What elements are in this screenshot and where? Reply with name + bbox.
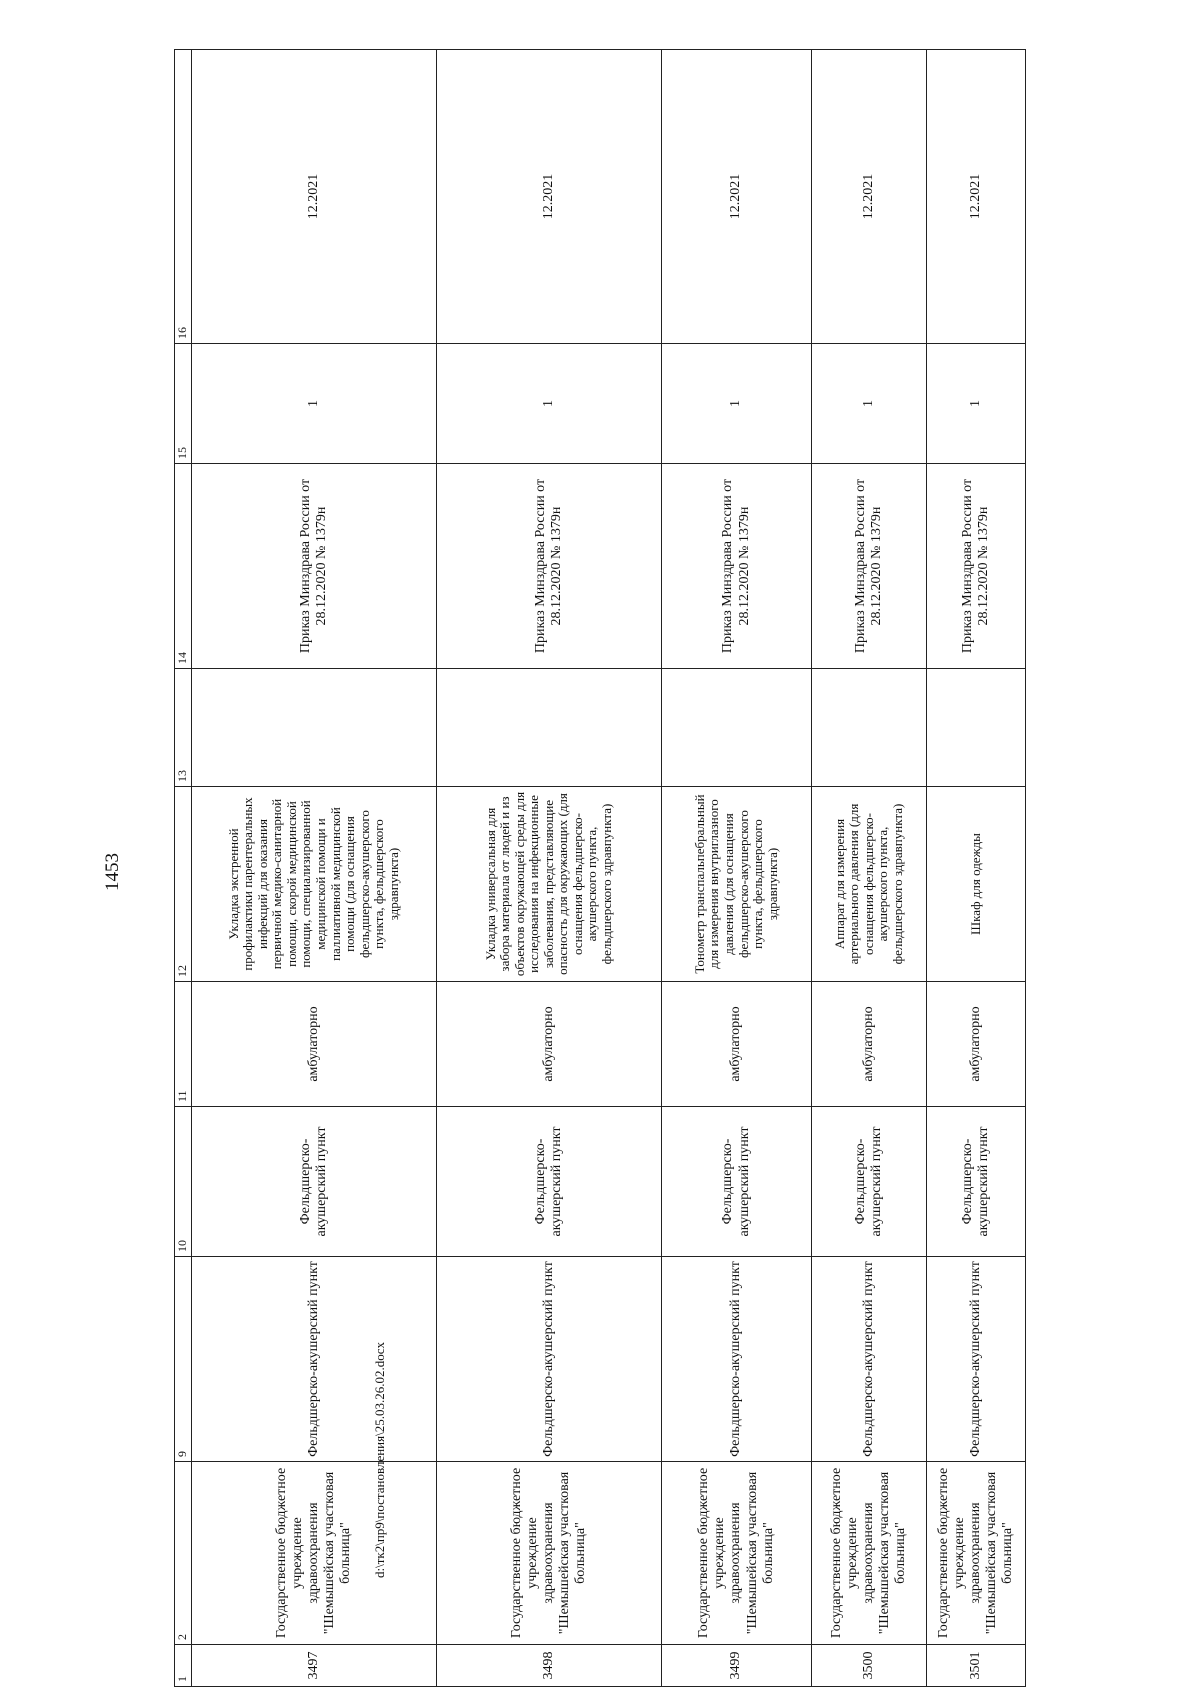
subunit-cell: Фельдшерско-акушерский пункт bbox=[437, 1107, 662, 1257]
page-number: 1453 bbox=[102, 853, 123, 891]
row-number: 3498 bbox=[437, 1645, 662, 1687]
equipment-cell: Тонометр транспальпебральный для измерения внутриглазного давления (для оснащения фельдшерско-акушерского пункта, фельдшерского здравпункта) bbox=[662, 787, 812, 982]
care-form-cell: амбулаторно bbox=[927, 982, 1026, 1107]
header-cell-2: 2 bbox=[175, 1462, 192, 1645]
order-cell: Приказ Минздрава России от 28.12.2020 № 1379н bbox=[927, 464, 1026, 669]
subunit-cell: Фельдшерско-акушерский пункт bbox=[662, 1107, 812, 1257]
quantity-cell: 1 bbox=[812, 344, 927, 464]
table-row bbox=[812, 50, 927, 1687]
equipment-cell: Укладка универсальная для забора материала от людей и из объектов окружающей среды для исследования на инфекционные заболевания, представляющие опасность для окружающих (для оснащения фельдшерско-акушерского пункта, фельдшерского здравпункта) bbox=[437, 787, 662, 982]
col13-cell bbox=[812, 669, 927, 787]
care-form-cell: амбулаторно bbox=[662, 982, 812, 1107]
order-cell: Приказ Минздрава России от 28.12.2020 № 1379н bbox=[192, 464, 437, 669]
row-number: 3497 bbox=[192, 1645, 437, 1687]
row-number: 3499 bbox=[662, 1645, 812, 1687]
quantity-cell: 1 bbox=[437, 344, 662, 464]
header-cell-16: 16 bbox=[175, 50, 192, 344]
equipment-table bbox=[174, 49, 1026, 1687]
date-cell: 12.2021 bbox=[192, 50, 437, 344]
unit-cell: Фельдшерско-акушерский пункт bbox=[192, 1257, 437, 1462]
unit-cell: Фельдшерско-акушерский пункт bbox=[927, 1257, 1026, 1462]
header-cell-1: 1 bbox=[175, 1645, 192, 1687]
table-row bbox=[927, 50, 1026, 1687]
col13-cell bbox=[192, 669, 437, 787]
header-cell-10: 10 bbox=[175, 1107, 192, 1257]
equipment-table-rotated bbox=[174, 50, 1024, 1687]
order-cell: Приказ Минздрава России от 28.12.2020 № 1379н bbox=[812, 464, 927, 669]
equipment-cell: Шкаф для одежды bbox=[927, 787, 1026, 982]
institution-cell: Государственное бюджетное учреждение здравоохранения "Шемышейская участковая больница" bbox=[437, 1462, 662, 1645]
col13-cell bbox=[927, 669, 1026, 787]
subunit-cell: Фельдшерско-акушерский пункт bbox=[812, 1107, 927, 1257]
header-cell-13: 13 bbox=[175, 669, 192, 787]
equipment-cell: Аппарат для измерения артериального давления (для оснащения фельдшерско-акушерского пункта, фельдшерского здравпункта) bbox=[812, 787, 927, 982]
order-cell: Приказ Минздрава России от 28.12.2020 № 1379н bbox=[662, 464, 812, 669]
col13-cell bbox=[437, 669, 662, 787]
subunit-cell: Фельдшерско-акушерский пункт bbox=[192, 1107, 437, 1257]
header-cell-9: 9 bbox=[175, 1257, 192, 1462]
unit-cell: Фельдшерско-акушерский пункт bbox=[812, 1257, 927, 1462]
date-cell: 12.2021 bbox=[812, 50, 927, 344]
unit-cell: Фельдшерско-акушерский пункт bbox=[662, 1257, 812, 1462]
header-row bbox=[175, 50, 192, 1687]
header-cell-12: 12 bbox=[175, 787, 192, 982]
row-number: 3500 bbox=[812, 1645, 927, 1687]
institution-cell: Государственное бюджетное учреждение здравоохранения "Шемышейская участковая больница" bbox=[192, 1462, 437, 1645]
unit-cell: Фельдшерско-акушерский пункт bbox=[437, 1257, 662, 1462]
institution-cell: Государственное бюджетное учреждение здравоохранения "Шемышейская участковая больница" bbox=[927, 1462, 1026, 1645]
quantity-cell: 1 bbox=[927, 344, 1026, 464]
quantity-cell: 1 bbox=[192, 344, 437, 464]
header-cell-11: 11 bbox=[175, 982, 192, 1107]
table-row bbox=[437, 50, 662, 1687]
file-path-footer: d:\тк2\пр9\постановления\25.03.26.02.docx bbox=[372, 1341, 387, 1579]
order-cell: Приказ Минздрава России от 28.12.2020 № 1379н bbox=[437, 464, 662, 669]
quantity-cell: 1 bbox=[662, 344, 812, 464]
care-form-cell: амбулаторно bbox=[437, 982, 662, 1107]
header-cell-14: 14 bbox=[175, 464, 192, 669]
date-cell: 12.2021 bbox=[437, 50, 662, 344]
table-row bbox=[192, 50, 437, 1687]
date-cell: 12.2021 bbox=[662, 50, 812, 344]
date-cell: 12.2021 bbox=[927, 50, 1026, 344]
care-form-cell: амбулаторно bbox=[192, 982, 437, 1107]
institution-cell: Государственное бюджетное учреждение здравоохранения "Шемышейская участковая больница" bbox=[812, 1462, 927, 1645]
header-cell-15: 15 bbox=[175, 344, 192, 464]
table-row bbox=[662, 50, 812, 1687]
subunit-cell: Фельдшерско-акушерский пункт bbox=[927, 1107, 1026, 1257]
equipment-cell: Укладка экстренной профилактики парентеральных инфекций для оказания первичной медико-санитарной помощи, скорой медицинской помощи, специализированной медицинской помощи и паллиативной медицинской помощи (для оснащения фельдшерско-акушерского пункта, фельдшерского здравпункта) bbox=[192, 787, 437, 982]
row-number: 3501 bbox=[927, 1645, 1026, 1687]
care-form-cell: амбулаторно bbox=[812, 982, 927, 1107]
institution-cell: Государственное бюджетное учреждение здравоохранения "Шемышейская участковая больница" bbox=[662, 1462, 812, 1645]
col13-cell bbox=[662, 669, 812, 787]
